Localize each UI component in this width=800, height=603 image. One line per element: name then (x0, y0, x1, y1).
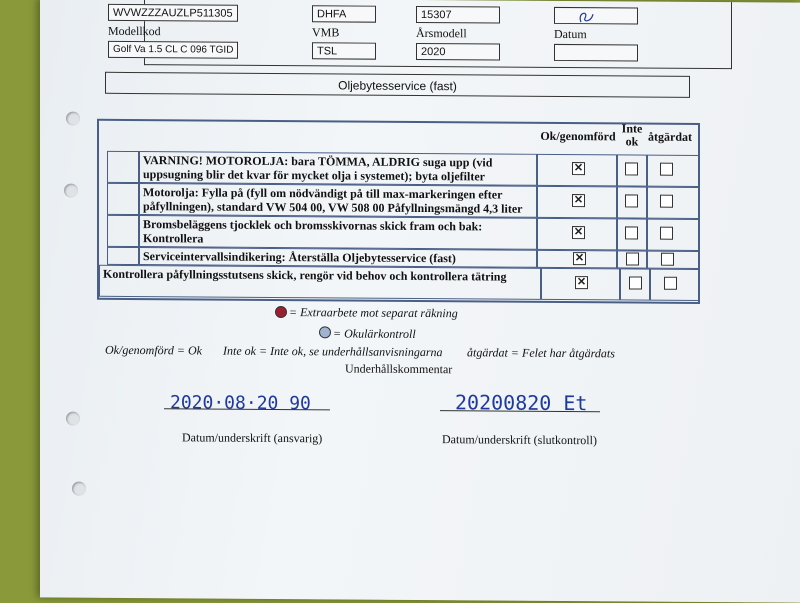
atgardat-checkbox-4[interactable] (661, 253, 674, 266)
task-row-5: Kontrollera påfyllningsstutsens skick, rengör vid behov och kontrollera tätring (99, 265, 541, 300)
legend-inte-ok-def: Inte ok = Inte ok, se underhållsanvisningarna (223, 343, 443, 360)
task-row-4: Serviceintervallsindikering: Återställa Oljebytesservice (fast) (139, 247, 537, 268)
vmb-field: TSL (312, 42, 376, 59)
row-marker-cell (107, 247, 139, 265)
ok-checkbox-1[interactable]: ✕ (573, 162, 584, 175)
table-header-blank (99, 121, 537, 154)
ok-checkbox-4[interactable]: ✕ (574, 252, 585, 265)
atgardat-checkbox-1[interactable] (660, 163, 673, 176)
signature-box-top (554, 7, 638, 25)
vin-field: WVWZZZAUZLP511305 (108, 4, 238, 22)
inte-ok-checkbox-4[interactable] (626, 252, 639, 265)
atgardat-checkbox-3[interactable] (660, 227, 673, 240)
left-signature-label: Datum/underskrift (ansvarig) (182, 430, 323, 446)
code-field: DHFA (312, 5, 376, 22)
punch-hole (66, 112, 80, 126)
legend-ok-def: Ok/genomförd = Ok (105, 342, 202, 358)
extra-work-dot-icon (275, 306, 287, 318)
legend-visual: = Okulärkontroll (333, 326, 416, 341)
right-signature-label: Datum/underskrift (slutkontroll) (442, 432, 597, 448)
punch-hole (72, 482, 86, 496)
row-marker-cell (107, 183, 139, 215)
year-label: Årsmodell (416, 25, 467, 41)
right-handwriting: 20200820 Et (455, 390, 588, 416)
ok-checkbox-3[interactable]: ✕ (573, 226, 584, 239)
inte-ok-checkbox-1[interactable] (625, 162, 638, 175)
comment-label: Underhållskommentar (345, 361, 453, 377)
left-handwriting: 2020·08·20 90 (170, 392, 311, 415)
atgardat-cell (647, 219, 699, 251)
atgardat-checkbox-2[interactable] (660, 195, 673, 208)
year-field: 2020 (416, 43, 500, 61)
number-field: 15307 (416, 6, 500, 24)
inte-ok-checkbox-2[interactable] (625, 194, 638, 207)
date-field (554, 44, 638, 62)
punch-hole (66, 412, 80, 426)
model-field: Golf Va 1.5 CL C 096 TGID (108, 41, 238, 59)
task-row-1: VARNING! MOTOROLJA: bara TÖMMA, ALDRIG suga upp (vid uppsugning blir det kvar för mycket olja i systemet); byta oljefilter (139, 151, 537, 186)
task-row-3: Bromsbeläggens tjocklek och bromsskivornas skick fram och bak: Kontrollera (139, 215, 537, 250)
inte-ok-checkbox-3[interactable] (625, 226, 638, 239)
service-document (40, 0, 800, 603)
inte-ok-checkbox-5[interactable] (629, 276, 642, 289)
visual-check-dot-icon (319, 326, 331, 338)
ok-checkbox-5[interactable]: ✕ (576, 276, 587, 289)
legend-extra: = Extraarbete mot separat räkning (289, 305, 458, 321)
atgardat-checkbox-5[interactable] (664, 277, 677, 290)
atgardat-cell (647, 155, 699, 187)
header-atgardat: åtgärdat (648, 129, 692, 144)
signature-scribble-icon (559, 8, 599, 24)
section-title: Oljebytesservice (fast) (105, 72, 690, 98)
row-marker-cell (107, 215, 139, 247)
date-label: Datum (554, 26, 587, 42)
row-marker-cell (107, 151, 139, 183)
header-inte-ok: Inte ok (621, 121, 643, 149)
vmb-label: VMB (312, 25, 340, 40)
atgardat-cell (647, 187, 699, 219)
model-label: Modellkod (108, 23, 161, 39)
punch-hole (64, 184, 78, 198)
ok-checkbox-2[interactable]: ✕ (573, 194, 584, 207)
legend-atgardat-def: åtgärdat = Felet har åtgärdats (467, 345, 615, 361)
task-row-2: Motorolja: Fylla på (fyll om nödvändigt på till max-markeringen efter påfyllningen), standard VW 504 00, VW 508 00 Påfyllningsmängd 4,3 liter (139, 183, 537, 218)
header-ok: Ok/genomförd (540, 128, 616, 144)
